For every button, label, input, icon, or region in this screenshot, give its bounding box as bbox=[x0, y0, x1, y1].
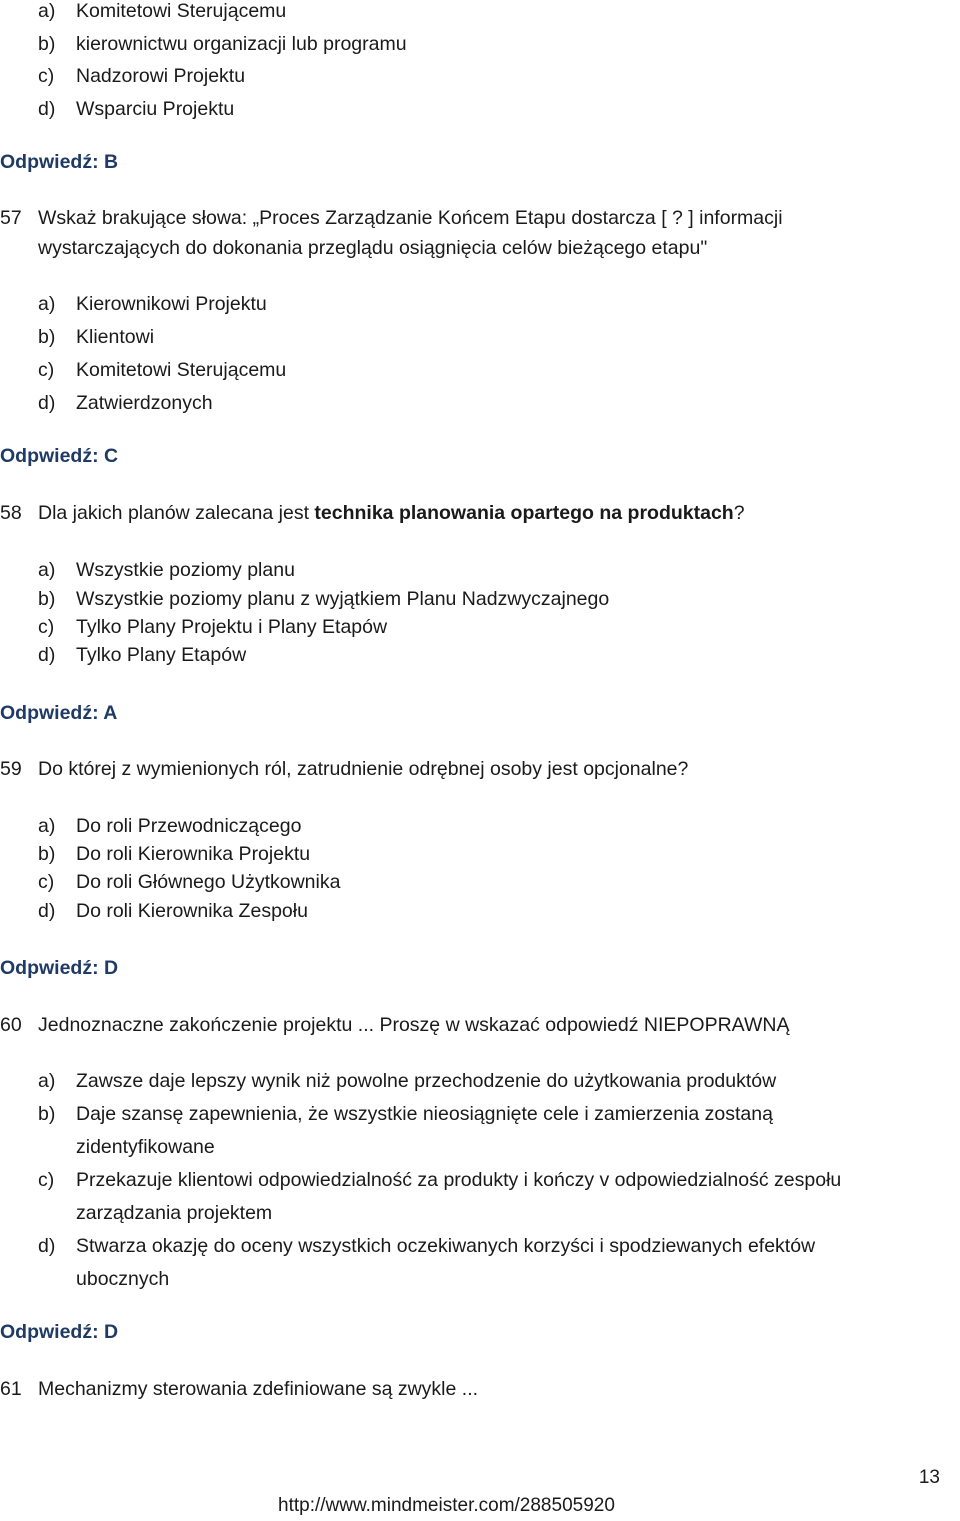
option-letter: b) bbox=[38, 588, 56, 610]
question-number: 61 bbox=[0, 1378, 22, 1400]
answer-label: Odpwiedź: D bbox=[0, 1321, 119, 1343]
option-letter: a) bbox=[38, 293, 56, 315]
option-text: Daje szansę zapewnienia, że wszystkie nieosiągnięte cele i zamierzenia zostaną bbox=[76, 1103, 773, 1125]
option-text-continued: zarządzania projektem bbox=[76, 1202, 273, 1224]
option-letter: b) bbox=[38, 843, 56, 865]
option-text: Przekazuje klientowi odpowiedzialność za produkty i kończy v odpowiedzialność zespołu bbox=[76, 1169, 842, 1191]
option-letter: d) bbox=[38, 1235, 56, 1257]
question-number: 60 bbox=[0, 1014, 22, 1036]
answer-label: Odpwiedź: A bbox=[0, 702, 118, 724]
option-text: Wszystkie poziomy planu z wyjątkiem Planu Nadzwyczajnego bbox=[76, 588, 610, 610]
option-letter: a) bbox=[38, 815, 56, 837]
option-text: Zatwierdzonych bbox=[76, 392, 213, 414]
option-text: Do roli Kierownika Projektu bbox=[76, 843, 311, 865]
option-letter: d) bbox=[38, 392, 56, 414]
question-number: 58 bbox=[0, 502, 22, 524]
option-letter: b) bbox=[38, 326, 56, 348]
option-letter: a) bbox=[38, 1070, 56, 1092]
option-text: kierownictwu organizacji lub programu bbox=[76, 33, 407, 55]
option-text: Do roli Głównego Użytkownika bbox=[76, 871, 341, 893]
question-text-bold: technika planowania opartego na produktach bbox=[314, 502, 734, 524]
option-letter: d) bbox=[38, 644, 56, 666]
option-text: Tylko Plany Etapów bbox=[76, 644, 247, 666]
option-text: Stwarza okazję do oceny wszystkich oczekiwanych korzyści i spodziewanych efektów bbox=[76, 1235, 816, 1257]
option-letter: c) bbox=[38, 871, 55, 893]
question-text-end: ? bbox=[733, 502, 745, 524]
option-text: Klientowi bbox=[76, 326, 155, 348]
option-text: Nadzorowi Projektu bbox=[76, 65, 246, 87]
option-letter: b) bbox=[38, 33, 56, 55]
option-text-continued: zidentyfikowane bbox=[76, 1136, 215, 1158]
option-text: Do roli Kierownika Zespołu bbox=[76, 900, 308, 922]
question-text: Jednoznaczne zakończenie projektu ... Proszę w wskazać odpowiedź NIEPOPRAWNĄ bbox=[38, 1014, 790, 1036]
answer-label: Odpwiedź: D bbox=[0, 957, 119, 979]
option-text: Kierownikowi Projektu bbox=[76, 293, 267, 315]
question-text: Mechanizmy sterowania zdefiniowane są zwykle ... bbox=[38, 1378, 479, 1400]
option-text: Tylko Plany Projektu i Plany Etapów bbox=[76, 616, 388, 638]
question-text-plain: Dla jakich planów zalecana jest bbox=[38, 502, 315, 524]
option-letter: b) bbox=[38, 1103, 56, 1125]
option-letter: c) bbox=[38, 616, 55, 638]
question-text-continued: wystarczających do dokonania przeglądu osiągnięcia celów bieżącego etapu" bbox=[38, 237, 708, 259]
page-number: 13 bbox=[918, 1467, 940, 1488]
question-number: 59 bbox=[0, 758, 22, 780]
option-text-continued: ubocznych bbox=[76, 1268, 170, 1290]
option-text: Komitetowi Sterującemu bbox=[76, 359, 287, 381]
option-letter: d) bbox=[38, 900, 56, 922]
question-text: Do której z wymienionych ról, zatrudnienie odrębnej osoby jest opcjonalne? bbox=[38, 758, 689, 780]
option-text: Wszystkie poziomy planu bbox=[76, 559, 295, 581]
option-letter: d) bbox=[38, 98, 56, 120]
answer-label: Odpwiedź: B bbox=[0, 151, 119, 173]
question-text: Wskaż brakujące słowa: „Proces Zarządzanie Końcem Etapu dostarcza [ ? ] informacji bbox=[38, 207, 783, 229]
option-letter: c) bbox=[38, 359, 55, 381]
option-text: Komitetowi Sterującemu bbox=[76, 0, 287, 22]
option-letter: c) bbox=[38, 65, 55, 87]
footer-url-link[interactable]: http://www.mindmeister.com/288505920 bbox=[278, 1495, 615, 1516]
option-letter: a) bbox=[38, 559, 56, 581]
option-text: Zawsze daje lepszy wynik niż powolne przechodzenie do użytkowania produktów bbox=[76, 1070, 777, 1092]
option-letter: c) bbox=[38, 1169, 55, 1191]
option-text: Wsparciu Projektu bbox=[76, 98, 235, 120]
answer-label: Odpwiedź: C bbox=[0, 445, 119, 467]
option-letter: a) bbox=[38, 0, 56, 22]
question-text bbox=[38, 504, 745, 524]
question-number: 57 bbox=[0, 207, 22, 229]
option-text: Do roli Przewodniczącego bbox=[76, 815, 302, 837]
